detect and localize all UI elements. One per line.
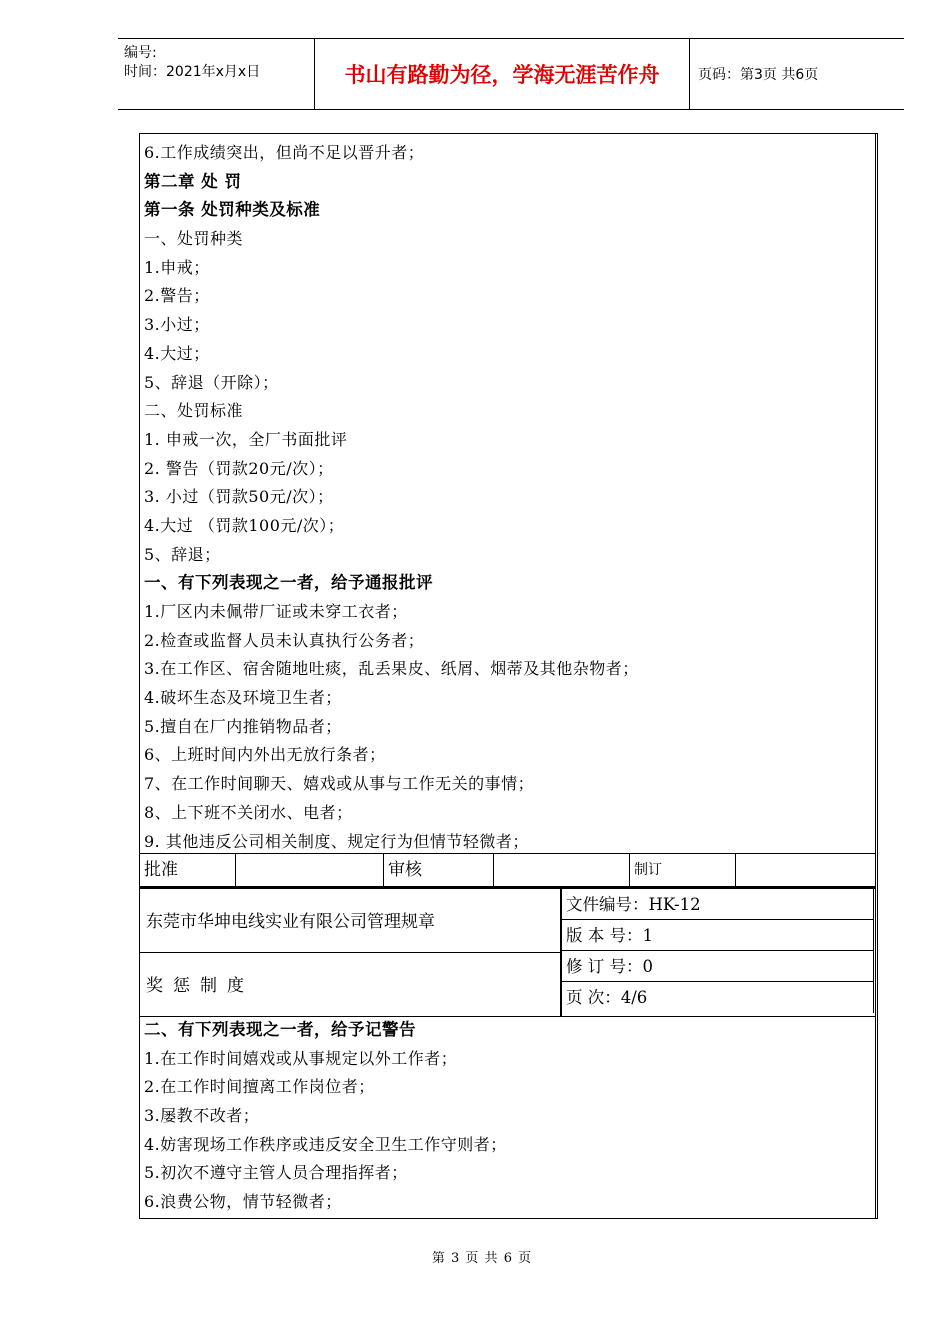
company-header-table <box>140 887 875 1017</box>
version-number: 版 本 号：1 <box>562 920 874 951</box>
header-page-label: 页码：第3页 共6页 <box>698 67 819 83</box>
body-line: 2.警告； <box>144 286 210 306</box>
company-divider <box>140 952 560 953</box>
body-line: 3. 小过（罚款50元/次）； <box>144 487 334 507</box>
body-line: 3.小过； <box>144 315 210 335</box>
body-section-2 <box>144 1016 869 1217</box>
section-heading: 一、有下列表现之一者，给予通报批评 <box>144 573 433 593</box>
body-line: 7、在工作时间聊天、嬉戏或从事与工作无关的事情； <box>144 774 535 794</box>
body-line: 4.大过； <box>144 343 210 363</box>
body-line: 8、上下班不关闭水、电者； <box>144 802 353 822</box>
revision-number: 修 订 号：0 <box>562 951 874 982</box>
header-motto: 书山有路勤为径，学海无涯苦作舟 <box>314 39 690 109</box>
body-line: 一、处罚种类 <box>144 229 244 249</box>
body-section-1 <box>144 139 869 856</box>
made-value <box>736 854 875 886</box>
body-line: 二、处罚标准 <box>144 401 244 421</box>
approve-value <box>236 854 384 886</box>
body-line: 6.工作成绩突出，但尚不足以晋升者； <box>144 143 425 162</box>
body-line: 2.在工作时间擅离工作岗位者； <box>144 1077 375 1097</box>
made-label: 制订 <box>630 854 736 886</box>
page-count: 页 次：4/6 <box>562 982 874 1013</box>
page-footer: 第 3 页 共 6 页 <box>431 1251 533 1266</box>
body-line: 2. 警告（罚款20元/次）； <box>144 458 334 478</box>
regulation-title: 奖惩制度 <box>146 976 254 996</box>
header-meta <box>118 39 314 109</box>
body-line: 1.在工作时间嬉戏或从事规定以外工作者； <box>144 1048 458 1068</box>
page-header <box>118 38 904 110</box>
body-line: 5、辞退（开除）； <box>144 372 279 392</box>
body-line: 4.妨害现场工作秩序或违反安全卫生工作守则者； <box>144 1134 507 1154</box>
body-line: 2.检查或监督人员未认真执行公务者； <box>144 630 425 650</box>
section-heading: 第一条 处罚种类及标准 <box>144 200 321 220</box>
body-line: 9. 其他违反公司相关制度、规定行为但情节轻微者； <box>144 831 529 851</box>
file-number: 文件编号：HK-12 <box>562 889 874 920</box>
body-line: 6、上班时间内外出无放行条者； <box>144 745 386 765</box>
review-value <box>494 854 630 886</box>
body-line: 4.大过 （罚款100元/次）； <box>144 515 345 535</box>
body-line: 5.擅自在厂内推销物品者； <box>144 716 342 736</box>
body-line: 5.初次不遵守主管人员合理指挥者； <box>144 1163 408 1183</box>
number-label: 编号: <box>124 45 157 61</box>
body-line: 1.申戒； <box>144 257 210 277</box>
document-info-block <box>560 889 877 1016</box>
company-left-block <box>140 889 560 1016</box>
body-line: 3.在工作区、宿舍随地吐痰，乱丢果皮、纸屑、烟蒂及其他杂物者； <box>144 659 639 679</box>
document-frame <box>139 133 878 1219</box>
company-name: 东莞市华坤电线实业有限公司管理规章 <box>146 912 435 932</box>
approve-label: 批准 <box>140 854 236 886</box>
body-line: 4.破坏生态及环境卫生者； <box>144 688 342 708</box>
body-line: 5、辞退； <box>144 544 221 564</box>
body-line: 1. 申戒一次，全厂书面批评 <box>144 429 348 449</box>
time-label: 时间：2021年x月x日 <box>124 64 261 80</box>
section-heading: 第二章 处 罚 <box>144 171 242 191</box>
body-line: 1.厂区内未佩带厂证或未穿工衣者； <box>144 602 408 621</box>
section-heading: 二、有下列表现之一者，给予记警告 <box>144 1020 416 1039</box>
review-label: 审核 <box>384 854 494 886</box>
body-line: 3.屡教不改者； <box>144 1106 260 1126</box>
approval-row <box>140 853 875 887</box>
body-line: 6.浪费公物，情节轻微者； <box>144 1192 342 1212</box>
